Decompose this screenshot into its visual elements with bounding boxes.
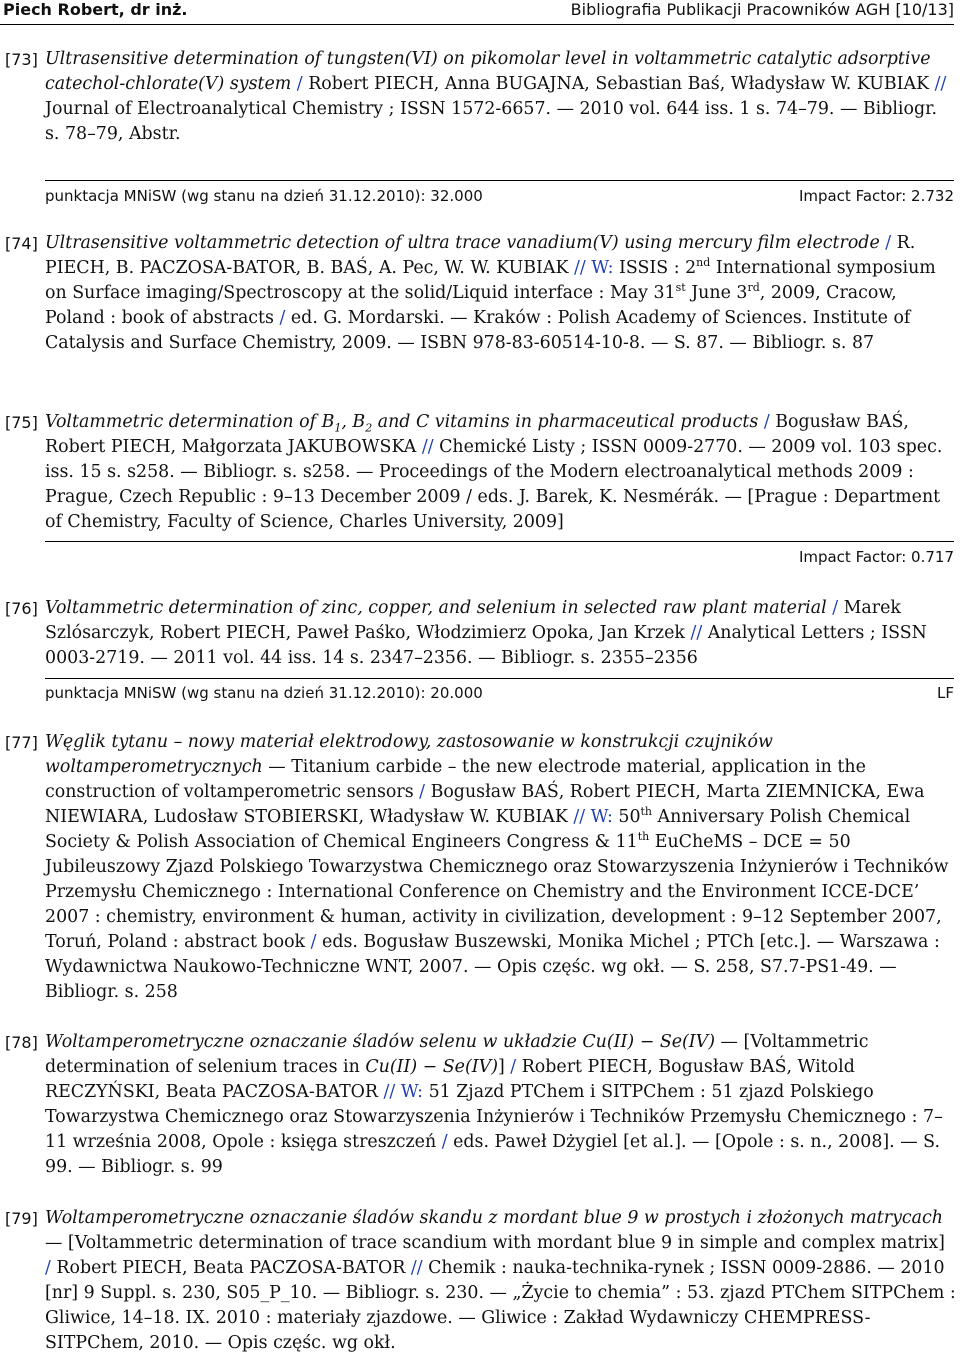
header-rule [0, 24, 954, 25]
entry-authors: R. PIECH, B. PACZOSA-BATOR, B. BAŚ, A. Pec, W. W. KUBIAK [45, 233, 916, 278]
entry-source: International symposium on Surface imaging/Spectroscopy at the solid/Liquid interface : May 31 [45, 258, 936, 303]
separator: / [45, 1258, 57, 1278]
separator: / [879, 233, 897, 253]
subscript: 1 [334, 421, 342, 435]
entry-title: Voltammetric determination of zinc, copper, and selenium in selected raw plant material [45, 598, 827, 618]
entry-number: [78] [5, 1033, 38, 1052]
separator: / [504, 1057, 522, 1077]
impact-factor: Impact Factor: 2.732 [798, 187, 954, 205]
title-part: , B [341, 412, 366, 432]
entry-title: Woltamperometryczne oznaczanie śladów selenu w układzie [45, 1032, 583, 1052]
entry-74 [0, 231, 956, 356]
entry-title: Ultrasensitive determination of tungsten(VI) on pikomolar level in voltammetric catalytic adsorptive catechol-chlorate(V) system [45, 49, 931, 94]
entry-title-translation: ] [497, 1057, 505, 1077]
entry-number: [75] [5, 413, 38, 432]
impact-factor: LF [937, 684, 954, 702]
entry-78 [0, 1030, 956, 1180]
entry-title: Ultrasensitive voltammetric detection of ultra trace vanadium(V) using mercury film electrode [45, 233, 880, 253]
entry-authors: Robert PIECH, Anna BUGAJNA, Sebastian Baś, Władysław W. KUBIAK [308, 74, 930, 94]
separator: // W: [568, 258, 619, 278]
entry-number: [73] [5, 50, 38, 69]
entry-title: Węglik tytanu – nowy materiał elektrodowy, zastosowanie w konstrukcji czujników woltamperometrycznych [45, 732, 773, 777]
entry-source: EuCheMS – DCE = 50 Jubileuszowy Zjazd Polskiego Towarzystwa Chemicznego oraz Stowarzyszenia Inżynierów i Techników Przemysłu Chemicznego : International Conference on Chemistry and the Environment ICCE-DCE’ 2007 : chemistry, environment & human, activity in civilization, development : 9–12 September 2007, Toruń, Poland : abstract book [45, 832, 949, 952]
score-rule [45, 541, 954, 542]
separator: / [291, 74, 309, 94]
superscript: nd [696, 256, 711, 270]
separator: / [758, 412, 776, 432]
separator: // W: [378, 1082, 429, 1102]
entry-number: [76] [5, 599, 38, 618]
entry-number: [74] [5, 234, 38, 253]
entry-source: eds. Paweł Dżygiel [et al.]. — [Opole : s. n., 2008]. — S. 99. — Bibliogr. s. 99 [45, 1132, 940, 1177]
entry-text [45, 730, 956, 1005]
mnisw-score: punktacja MNiSW (wg stanu na dzień 31.12.2010): 20.000 [45, 684, 483, 702]
separator: / [413, 782, 431, 802]
entry-title-translation: — [Voltammetric determination of trace scandium with mordant blue 9 in simple and complex matrix] [45, 1233, 945, 1253]
score-rule [45, 180, 954, 181]
entry-source: Chemik : nauka-technika-rynek ; ISSN 0009-2886. — 2010 [nr] 9 Suppl. s. 230, S05_P_10. — Bibliogr. s. 230. — „Życie to chemia” : 53. zjazd PTChem SITPChem : Gliwice, 14–18. IX. 2010 : materiały zjazdowe. — Gliwice : Zakład Wydawniczy CHEMPRESS-SITPChem, 2010. — Opis częśc. wg okł. [45, 1258, 956, 1353]
separator: // W: [567, 807, 619, 827]
formula: Cu(II) − Se(IV) [582, 1032, 716, 1052]
separator: / [826, 598, 844, 618]
separator: / [436, 1132, 454, 1152]
title-part: and C vitamins in pharmaceutical products [372, 412, 759, 432]
superscript: st [675, 281, 686, 295]
entry-source: Chemické Listy ; ISSN 0009-2770. — 2009 vol. 103 spec. iss. 15 s. s258. — Bibliogr. s. s258. — Proceedings of the Modern electroanalytical methods 2009 : Prague, Czech Republic : 9–13 December 2009 / eds. J. Barek, K. Nesmérák. — [Prague : Department of Chemistry, Faculty of Science, Charles University, 2009] [45, 437, 943, 532]
entry-number: [77] [5, 733, 38, 752]
entry-source: Analytical Letters ; ISSN 0003-2719. — 2011 vol. 44 iss. 14 s. 2347–2356. — Bibliogr. s. 2355–2356 [45, 623, 927, 668]
separator: // [416, 437, 440, 457]
separator: // [405, 1258, 429, 1278]
score-row [45, 684, 954, 706]
entry-authors: Robert PIECH, Bogusław BAŚ, Witold RECZYŃSKI, Beata PACZOSA-BATOR [45, 1057, 855, 1102]
entry-title-translation: — Titanium carbide – the new electrode material, application in the construction of voltamperometric sensors [45, 757, 866, 802]
entry-authors: Marek Szlósarczyk, Robert PIECH, Paweł Paśko, Włodzimierz Opoka, Jan Krzek [45, 598, 901, 643]
impact-factor: Impact Factor: 0.717 [798, 548, 954, 566]
page-header [0, 0, 954, 24]
author-name: Piech Robert, dr inż. [3, 0, 188, 19]
entry-text [45, 410, 956, 535]
entry-source: June 3 [685, 283, 748, 303]
score-row [45, 548, 954, 570]
entry-text [45, 596, 956, 671]
mnisw-score: punktacja MNiSW (wg stanu na dzień 31.12.2010): 32.000 [45, 187, 483, 205]
entry-authors: Robert PIECH, Beata PACZOSA-BATOR [56, 1258, 406, 1278]
entry-number: [79] [5, 1209, 38, 1228]
entry-79 [0, 1206, 956, 1356]
score-row [45, 187, 954, 209]
separator: / [273, 308, 291, 328]
entry-source: , 2009, Cracow, Poland : book of abstracts [45, 283, 897, 328]
entry-title-translation: — [Voltammetric determination of selenium traces in [45, 1032, 869, 1077]
entry-text [45, 1206, 956, 1356]
entry-75 [0, 410, 956, 535]
entry-source: Anniversary Polish Chemical Society & Polish Association of Chemical Engineers Congress & 11 [45, 807, 911, 852]
entry-source: eds. Bogusław Buszewski, Monika Michel ; PTCh [etc.]. — Warszawa : Wydawnictwa Naukowo-Techniczne WNT, 2007. — Opis częśc. wg okł. — S. 258, S7.7-PS1-49. — Bibliogr. s. 258 [45, 932, 940, 1002]
entry-source: 51 Zjazd PTChem i SITPChem : 51 zjazd Polskiego Towarzystwa Chemicznego oraz Stowarzyszenia Inżynierów i Techników Przemysłu Chemicznego : 7–11 września 2008, Opole : księga streszczeń [45, 1082, 943, 1152]
formula: Cu(II) − Se(IV) [365, 1057, 498, 1077]
subscript: 2 [365, 421, 373, 435]
title-part: Voltammetric determination of B [45, 412, 335, 432]
separator: / [305, 932, 323, 952]
superscript: th [640, 805, 653, 819]
separator: // [684, 623, 708, 643]
score-rule [45, 678, 954, 679]
entry-source: 50 [618, 807, 641, 827]
entry-title: Woltamperometryczne oznaczanie śladów skandu z mordant blue 9 w prostych i złożonych matrycach [45, 1208, 943, 1228]
entry-source: Journal of Electroanalytical Chemistry ; ISSN 1572-6657. — 2010 vol. 644 iss. 1 s. 74–79. — Bibliogr. s. 78–79, Abstr. [45, 99, 938, 144]
entry-77 [0, 730, 956, 1005]
entry-source: ed. G. Mordarski. — Kraków : Polish Academy of Sciences. Institute of Catalysis and Surface Chemistry, 2009. — ISBN 978-83-60514-10-8. — S. 87. — Bibliogr. s. 87 [45, 308, 911, 353]
separator: // [929, 74, 947, 94]
superscript: rd [747, 281, 760, 295]
entry-source: ISSIS : 2 [619, 258, 697, 278]
entry-76 [0, 596, 956, 671]
entry-text [45, 47, 956, 147]
entry-authors: Bogusław BAŚ, Robert PIECH, Marta ZIEMNICKA, Ewa NIEWIARA, Ludosław STOBIERSKI, Władysław W. KUBIAK [45, 782, 925, 827]
superscript: th [637, 830, 650, 844]
entry-title [45, 412, 759, 435]
entry-authors: Bogusław BAŚ, Robert PIECH, Małgorzata JAKUBOWSKA [45, 412, 909, 457]
entry-73 [0, 47, 956, 147]
entry-text [45, 1030, 956, 1180]
entry-text [45, 231, 956, 356]
page-heading: Bibliografia Publikacji Pracowników AGH [10/13] [570, 0, 954, 19]
